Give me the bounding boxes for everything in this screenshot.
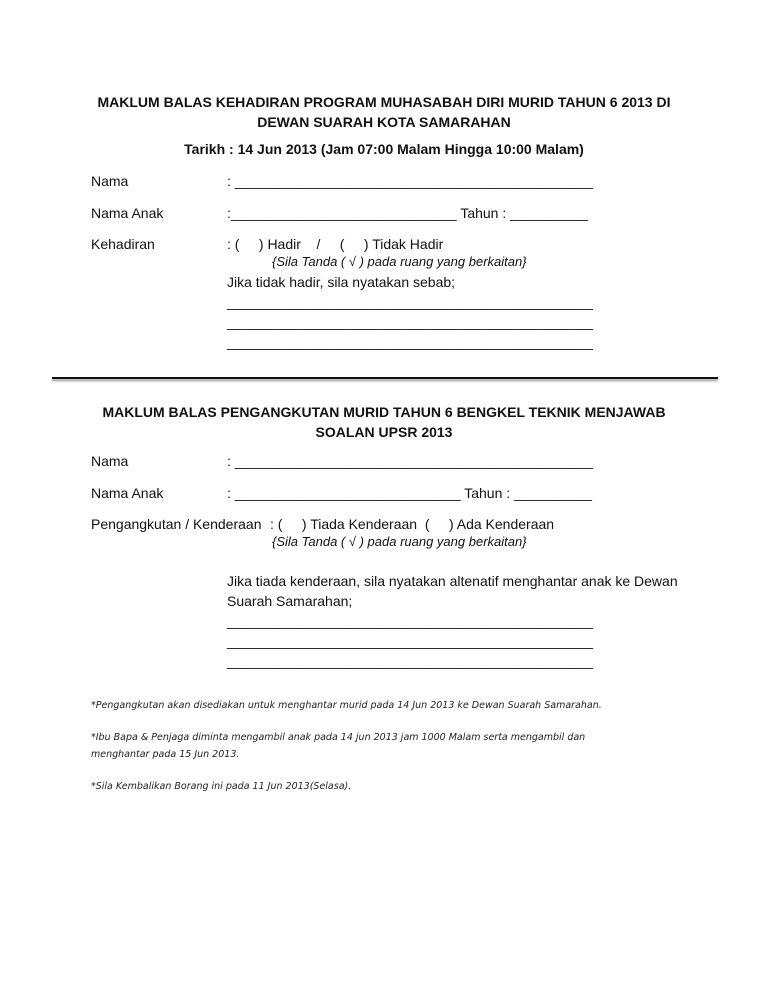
note-pickup-line2: menghantar pada 15 Jun 2013.	[91, 749, 240, 760]
section2-instruction: {Sila Tanda ( √ ) pada ruang yang berkaitan}	[272, 534, 527, 549]
section2-answer-line-3[interactable]: _______________________________________________	[227, 653, 593, 669]
section1-title-line1: MAKLUM BALAS KEHADIRAN PROGRAM MUHASABAH DIRI MURID TAHUN 6 2013 DI	[97, 94, 671, 110]
section1-nama-field[interactable]: : ______________________________________________	[227, 173, 593, 189]
section-divider	[52, 377, 718, 379]
section2-nama-field[interactable]: : ______________________________________________	[227, 453, 593, 469]
note-return-form: *Sila Kembalikan Borang ini pada 11 Jun 2013(Selasa).	[91, 781, 352, 792]
section1-answer-line-3[interactable]: _______________________________________________	[227, 334, 593, 350]
section2-nama-label: Nama	[91, 453, 129, 469]
section1-anak-field[interactable]: :_____________________________ Tahun : __________	[227, 205, 588, 221]
section2-alt-prompt-line2: Suarah Samarahan;	[227, 593, 353, 609]
section1-kehadiran-label: Kehadiran	[91, 236, 155, 252]
section1-date-line: Tarikh : 14 Jun 2013 (Jam 07:00 Malam Hingga 10:00 Malam)	[184, 141, 584, 157]
section1-answer-line-1[interactable]: _______________________________________________	[227, 294, 593, 310]
section2-title	[60, 402, 708, 442]
section2-transport-label: Pengangkutan / Kenderaan	[91, 516, 262, 532]
section2-title-line1: MAKLUM BALAS PENGANGKUTAN MURID TAHUN 6 BENGKEL TEKNIK MENJAWAB	[102, 404, 666, 420]
section2-anak-field[interactable]: : _____________________________ Tahun : __________	[227, 485, 592, 501]
section2-alt-prompt-line1: Jika tiada kenderaan, sila nyatakan altenatif menghantar anak ke Dewan	[227, 573, 678, 589]
section1-answer-line-2[interactable]: _______________________________________________	[227, 314, 593, 330]
section1-anak-label: Nama Anak	[91, 205, 164, 221]
section1-nama-label: Nama	[91, 173, 129, 189]
section1-instruction: {Sila Tanda ( √ ) pada ruang yang berkaitan}	[272, 254, 527, 269]
note-transport: *Pengangkutan akan disediakan untuk menghantar murid pada 14 Jun 2013 ke Dewan Suarah Samarahan.	[91, 700, 602, 711]
section1-title	[60, 92, 708, 132]
section1-kehadiran-options[interactable]: : ( ) Hadir / ( ) Tidak Hadir	[227, 236, 444, 252]
section1-reason-prompt: Jika tidak hadir, sila nyatakan sebab;	[227, 274, 456, 290]
section2-answer-line-1[interactable]: _______________________________________________	[227, 613, 593, 629]
section2-answer-line-2[interactable]: _______________________________________________	[227, 633, 593, 649]
section1-title-line2: DEWAN SUARAH KOTA SAMARAHAN	[257, 114, 511, 130]
section2-anak-label: Nama Anak	[91, 485, 164, 501]
note-pickup-line1: *Ibu Bapa & Penjaga diminta mengambil anak pada 14 jun 2013 jam 1000 Malam serta mengambil dan	[91, 732, 586, 743]
section2-title-line2: SOALAN UPSR 2013	[315, 424, 453, 440]
section2-transport-options[interactable]: : ( ) Tiada Kenderaan ( ) Ada Kenderaan	[270, 516, 555, 532]
